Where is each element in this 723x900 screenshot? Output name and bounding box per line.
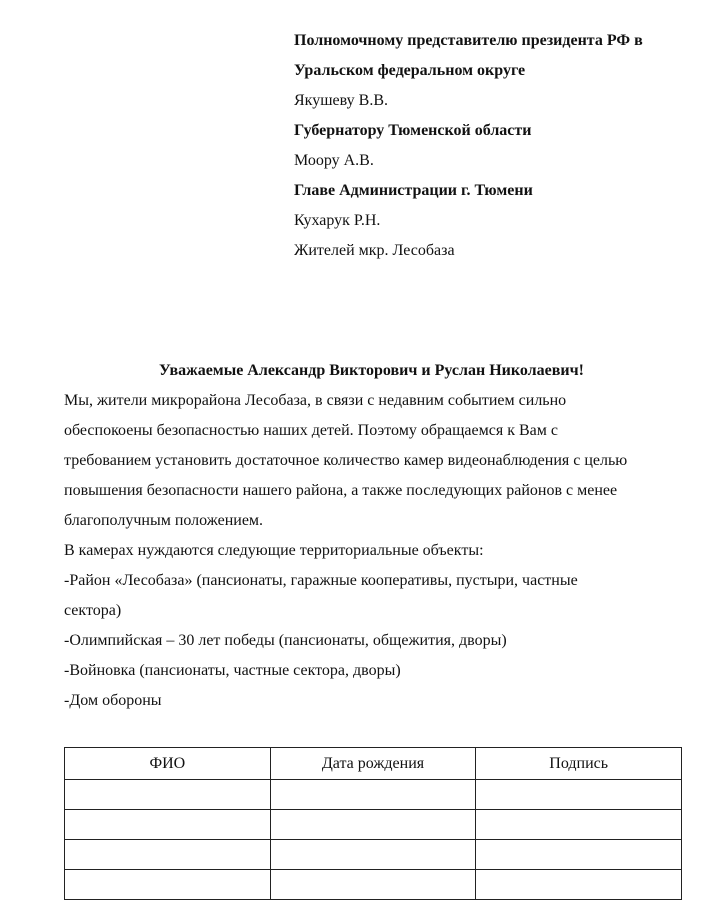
table-cell xyxy=(270,810,476,840)
table-row xyxy=(65,780,682,810)
body-line: Мы, жители микрорайона Лесобаза, в связи с недавним событием сильно xyxy=(64,392,567,409)
list-item: -Войновка (пансионаты, частные сектора, дворы) xyxy=(64,662,401,679)
table-cell xyxy=(65,840,271,870)
body-line: требованием установить достаточное количество камер видеонаблюдения с целью xyxy=(64,452,628,469)
table-cell xyxy=(65,780,271,810)
table-row xyxy=(65,840,682,870)
body-line: благополучным положением. xyxy=(64,512,264,529)
body-line: обеспокоены безопасностью наших детей. Поэтому обращаемся к Вам с xyxy=(64,422,558,439)
addressee-name: Моору А.В. xyxy=(294,152,374,169)
signature-table xyxy=(64,747,682,900)
addressee-line: Полномочному представителю президента РФ в xyxy=(294,32,643,49)
body-line: В камерах нуждаются следующие территориальные объекты: xyxy=(64,542,484,559)
body-line: повышения безопасности нашего района, а также последующих районов с менее xyxy=(64,482,618,499)
addressee-name: Кухарук Р.Н. xyxy=(294,212,381,229)
table-cell xyxy=(270,870,476,900)
letter-body xyxy=(64,386,694,716)
table-cell xyxy=(476,780,682,810)
column-header-signature: Подпись xyxy=(476,748,682,780)
table-cell xyxy=(270,840,476,870)
table-row xyxy=(65,870,682,900)
column-header-birthdate: Дата рождения xyxy=(270,748,476,780)
table-cell xyxy=(65,810,271,840)
table-cell xyxy=(476,870,682,900)
column-header-name: ФИО xyxy=(65,748,271,780)
addressee-line: Главе Администрации г. Тюмени xyxy=(294,182,533,199)
addressee-block xyxy=(294,26,714,266)
table-cell xyxy=(270,780,476,810)
list-item: -Дом обороны xyxy=(64,692,162,709)
list-item: сектора) xyxy=(64,602,122,619)
table-row xyxy=(65,810,682,840)
table-cell xyxy=(65,870,271,900)
salutation: Уважаемые Александр Викторович и Руслан Николаевич! xyxy=(159,362,584,379)
table-cell xyxy=(476,840,682,870)
table-header-row xyxy=(65,748,682,780)
sender-line: Жителей мкр. Лесобаза xyxy=(294,242,455,259)
list-item: -Район «Лесобаза» (пансионаты, гаражные кооперативы, пустыри, частные xyxy=(64,572,578,589)
list-item: -Олимпийская – 30 лет победы (пансионаты, общежития, дворы) xyxy=(64,632,507,649)
addressee-name: Якушеву В.В. xyxy=(294,92,388,109)
table-cell xyxy=(476,810,682,840)
addressee-line: Уральском федеральном округе xyxy=(294,62,526,79)
addressee-line: Губернатору Тюменской области xyxy=(294,122,532,139)
